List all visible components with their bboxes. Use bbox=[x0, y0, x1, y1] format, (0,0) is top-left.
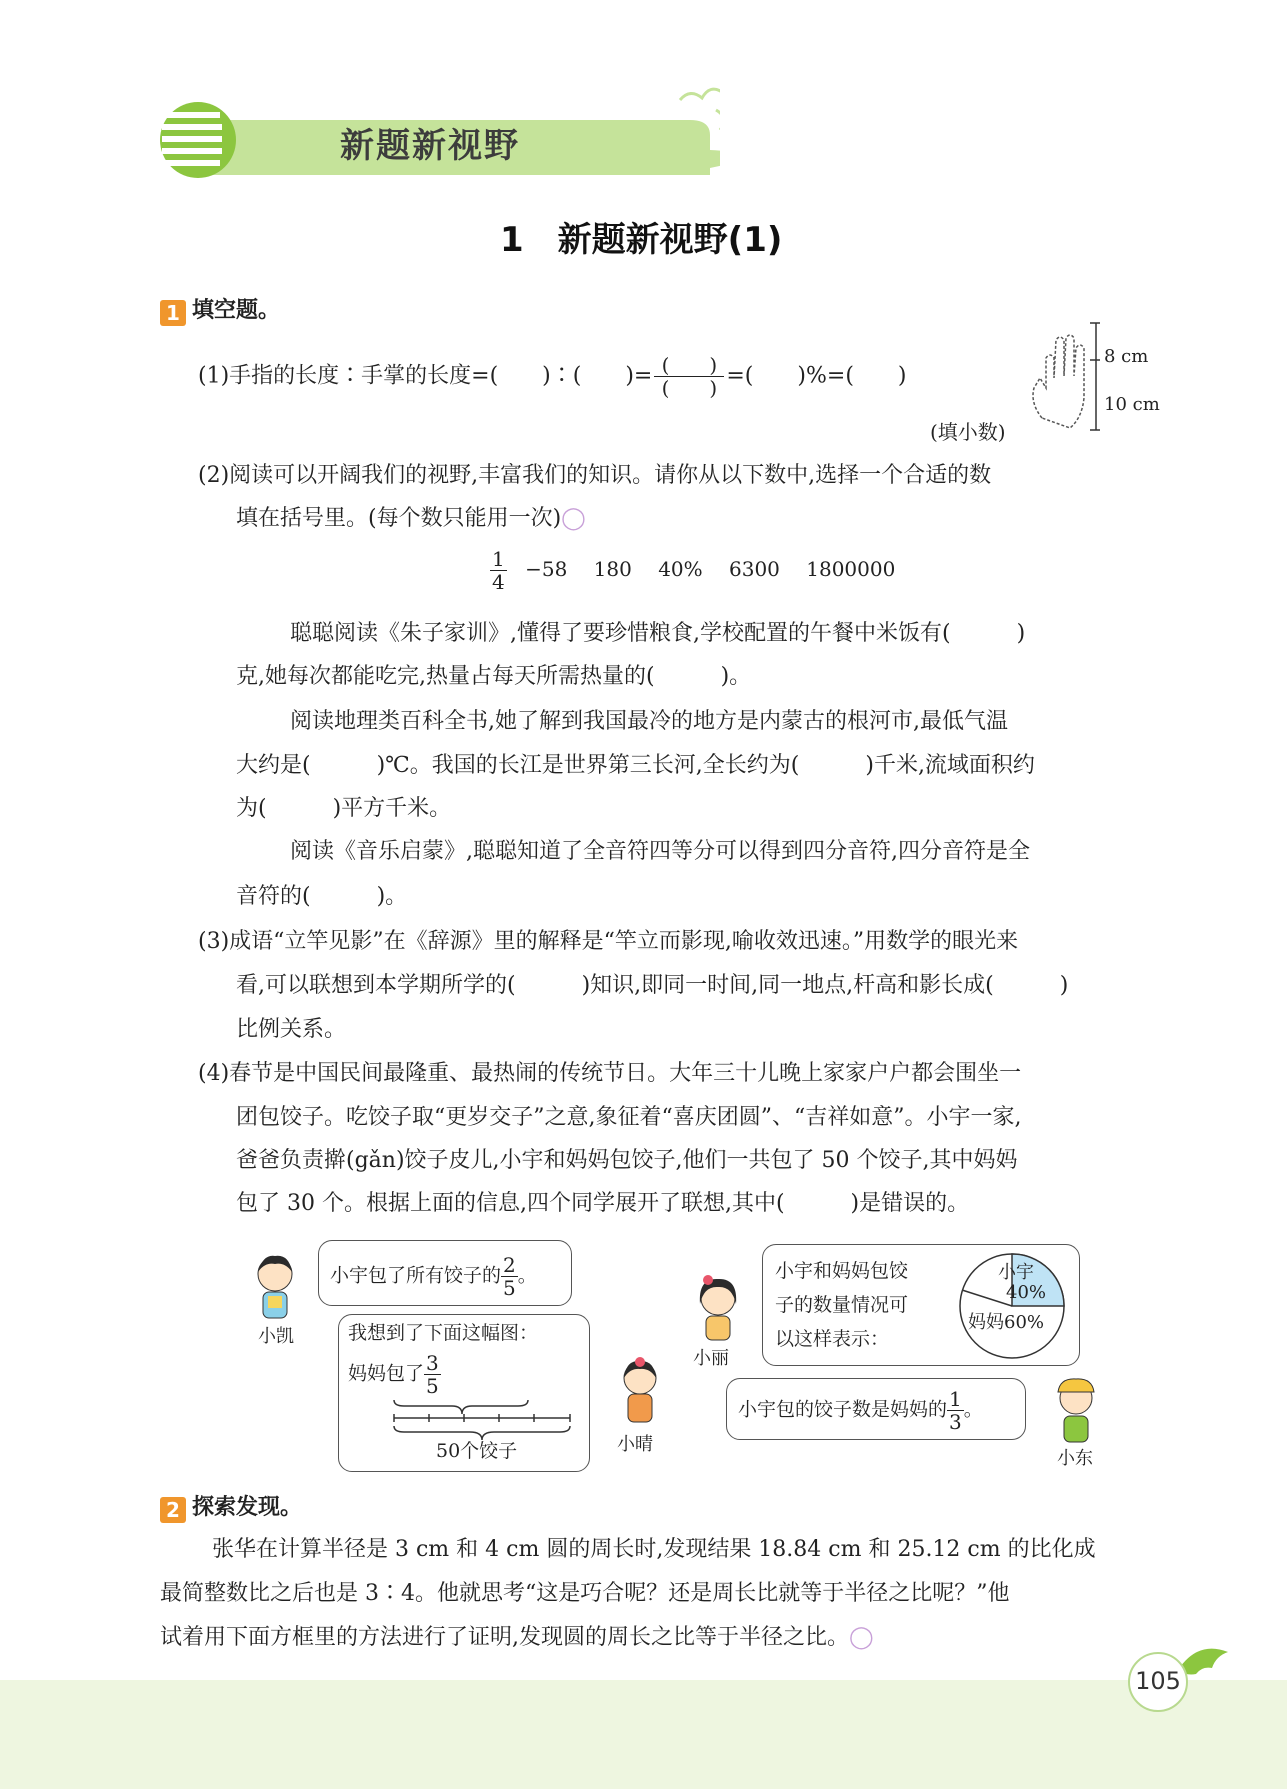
q2-p2-l1: 阅读地理类百科全书,她了解到我国最冷的地方是内蒙古的根河市,最低气温 bbox=[290, 709, 1008, 734]
dong-text-end: 。 bbox=[963, 1398, 983, 1421]
choice-frac-den: 4 bbox=[492, 570, 505, 594]
kai-avatar bbox=[245, 1252, 305, 1324]
q4-l2: 团包饺子。吃饺子取“更岁交子”之意,象征着“喜庆团圆”、“吉祥如意”。小宇一家, bbox=[236, 1105, 1022, 1130]
li-name: 小丽 bbox=[693, 1348, 729, 1369]
q2-p2-l2: 大约是( )℃。我国的长江是世界第三长河,全长约为( )千米,流域面积约 bbox=[236, 753, 1035, 778]
finger-length-label: 8 cm bbox=[1104, 346, 1149, 367]
kai-frac-num: 2 bbox=[503, 1253, 516, 1277]
qing-frac-num: 3 bbox=[426, 1351, 439, 1375]
q3-l3: 比例关系。 bbox=[236, 1017, 347, 1042]
q2-line2 bbox=[236, 505, 586, 533]
dong-text-main: 小宇包的饺子数是妈妈的 bbox=[738, 1398, 948, 1421]
pie-label-b: 妈妈60% bbox=[968, 1312, 1045, 1333]
qing-name: 小晴 bbox=[617, 1434, 653, 1455]
kai-text-end: 。 bbox=[517, 1264, 537, 1287]
q1-note: (填小数) bbox=[930, 420, 1006, 444]
q4-l1: (4)春节是中国民间最隆重、最热闹的传统节日。大年三十儿晚上家家户户都会围坐一 bbox=[198, 1061, 1022, 1086]
li-line2: 子的数量情况可 bbox=[775, 1294, 909, 1316]
q2-p2-l3: 为( )平方千米。 bbox=[236, 796, 452, 821]
section1-heading bbox=[160, 293, 280, 326]
number-choices bbox=[490, 548, 895, 593]
dong-fraction bbox=[947, 1388, 964, 1433]
q1-frac-den: ( ) bbox=[661, 376, 718, 400]
q4-l3: 爸爸负责擀(gǎn)饺子皮儿,小宇和妈妈包饺子,他们一共包了 50 个饺子,其中妈妈 bbox=[236, 1148, 1018, 1173]
bottom-band bbox=[0, 1680, 1287, 1789]
hint-icon-2: ◯ bbox=[849, 1625, 874, 1650]
choice-fraction bbox=[490, 548, 507, 593]
kai-text-main: 小宇包了所有饺子的 bbox=[330, 1264, 502, 1287]
choice-numbers: −58 180 40% 6300 1800000 bbox=[525, 557, 896, 581]
kai-frac-den: 5 bbox=[503, 1276, 516, 1300]
q1-part1: (1)手指的长度∶手掌的长度=( )∶( )= bbox=[198, 363, 653, 389]
qing-bar-diagram bbox=[390, 1394, 580, 1442]
pie-label-a-value: 40% bbox=[1006, 1282, 1047, 1303]
qing-line2 bbox=[348, 1352, 441, 1397]
dong-frac-den: 3 bbox=[949, 1410, 962, 1434]
kai-name: 小凯 bbox=[258, 1326, 294, 1347]
li-line1: 小宇和妈妈包饺 bbox=[775, 1260, 909, 1282]
section2-heading bbox=[160, 1490, 302, 1523]
q3-l1: (3)成语“立竿见影”在《辞源》里的解释是“竿立而影现,喻收效迅速。”用数学的眼光来 bbox=[198, 929, 1019, 954]
dong-frac-num: 1 bbox=[949, 1387, 962, 1411]
choice-frac-num: 1 bbox=[492, 547, 505, 571]
q4-l4: 包了 30 个。根据上面的信息,四个同学展开了联想,其中( )是错误的。 bbox=[236, 1191, 970, 1216]
section2-heading-text: 探索发现。 bbox=[192, 1495, 303, 1520]
q1-part2: =( )%=( ) bbox=[726, 363, 907, 389]
q2-p1-l1: 聪聪阅读《朱子家训》,懂得了要珍惜粮食,学校配置的午餐中米饭有( ) bbox=[290, 621, 1026, 646]
section2-l3-text: 试着用下面方框里的方法进行了证明,发现圆的周长之比等于半径之比。 bbox=[160, 1625, 849, 1650]
qing-bar-label: 50个饺子 bbox=[436, 1440, 518, 1462]
q1-line bbox=[198, 354, 906, 399]
kai-text bbox=[330, 1254, 537, 1299]
q2-p3-l1: 阅读《音乐启蒙》,聪聪知道了全音符四等分可以得到四分音符,四分音符是全 bbox=[290, 839, 1030, 864]
li-line3: 以这样表示： bbox=[775, 1328, 890, 1350]
section2-l1: 张华在计算半径是 3 cm 和 4 cm 圆的周长时,发现结果 18.84 cm 和 25.12 cm 的比化成 bbox=[212, 1537, 1096, 1562]
q2-p3-l2: 音符的( )。 bbox=[236, 884, 408, 909]
section1-badge: 1 bbox=[160, 300, 186, 326]
section1-heading-text: 填空题。 bbox=[192, 298, 281, 323]
q2-line2-text: 填在括号里。(每个数只能用一次) bbox=[236, 506, 562, 531]
section2-l2: 最简整数比之后也是 3∶4。他就思考“这是巧合呢？还是周长比就等于半径之比呢？”他 bbox=[160, 1581, 1010, 1606]
section2-l3 bbox=[160, 1624, 874, 1652]
palm-length-label: 10 cm bbox=[1104, 394, 1160, 415]
qing-line2-text: 妈妈包了 bbox=[348, 1362, 425, 1385]
section2-badge: 2 bbox=[160, 1497, 186, 1523]
dong-avatar bbox=[1046, 1374, 1106, 1446]
hand-figure bbox=[1020, 318, 1100, 433]
banner-title: 新题新视野 bbox=[340, 126, 520, 166]
kai-fraction bbox=[501, 1254, 518, 1299]
q3-l2: 看,可以联想到本学期所学的( )知识,即同一时间,同一地点,杆高和影长成( ) bbox=[236, 973, 1069, 998]
q1-frac-num: ( ) bbox=[654, 354, 724, 377]
dong-name: 小东 bbox=[1057, 1448, 1093, 1469]
qing-line1: 我想到了下面这幅图： bbox=[348, 1322, 539, 1344]
dong-text bbox=[738, 1388, 983, 1433]
lesson-title: 1 新题新视野(1) bbox=[500, 220, 783, 260]
q2-line1: (2)阅读可以开阔我们的视野,丰富我们的知识。请你从以下数中,选择一个合适的数 bbox=[198, 463, 992, 488]
qing-fraction bbox=[424, 1352, 441, 1397]
qing-avatar bbox=[612, 1356, 668, 1426]
pie-label-a: 小宇 bbox=[998, 1262, 1034, 1283]
q2-p1-l2: 克,她每次都能吃完,热量占每天所需热量的( )。 bbox=[236, 664, 752, 689]
li-avatar bbox=[688, 1274, 748, 1344]
q1-fraction bbox=[654, 354, 724, 399]
hint-icon: ◯ bbox=[561, 506, 586, 531]
qing-frac-den: 5 bbox=[426, 1374, 439, 1398]
page-number: 105 bbox=[1128, 1652, 1188, 1712]
